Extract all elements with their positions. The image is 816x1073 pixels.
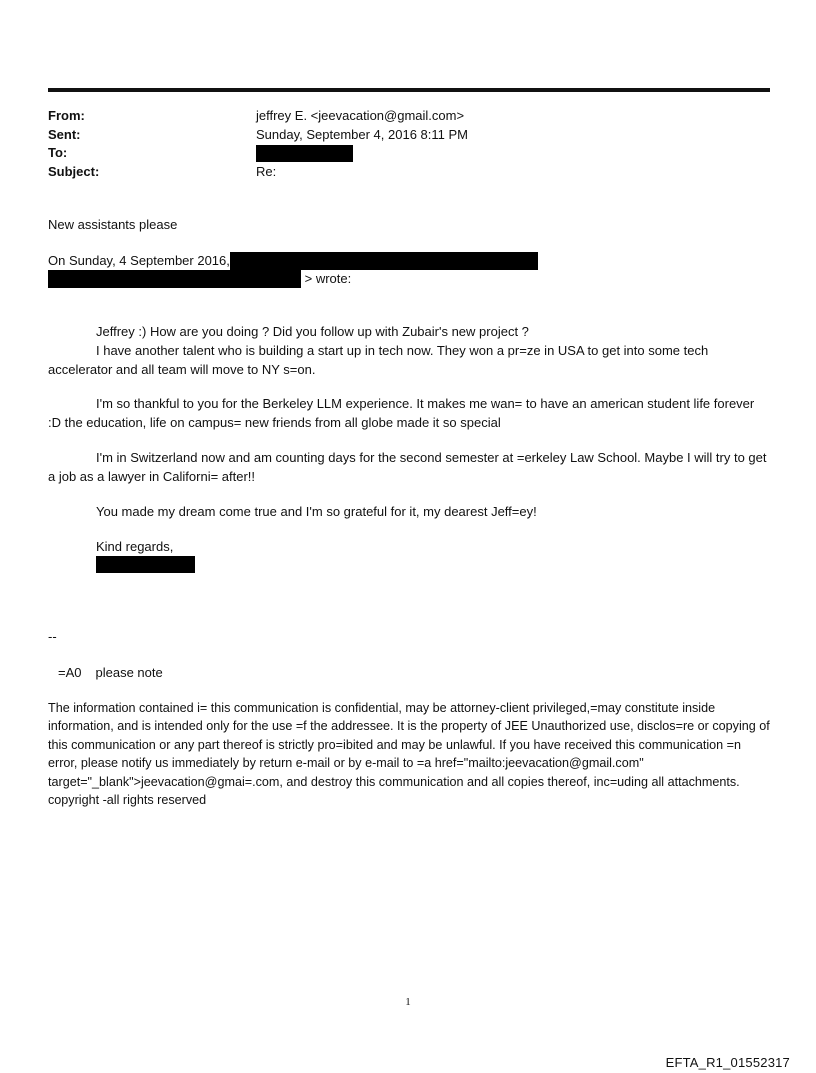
subject-label: Subject: xyxy=(48,163,100,179)
header-rule xyxy=(48,88,770,92)
from-row xyxy=(48,107,770,126)
signature-redaction xyxy=(96,556,195,573)
page-number: 1 xyxy=(405,996,411,1008)
please-note: please note xyxy=(95,665,163,680)
sent-value: Sunday, September 4, 2016 8:11 PM xyxy=(256,126,468,142)
signature-separator: -- xyxy=(48,629,57,644)
quoted-paragraph: Jeffrey :) How are you doing ? Did you follow up with Zubair's new project ? xyxy=(96,324,529,339)
please-note-line xyxy=(58,664,780,683)
quote-intro: On Sunday, 4 September 2016, xyxy=(48,253,230,268)
document-id: EFTA_R1_01552317 xyxy=(665,1055,790,1070)
legal-notice: The information contained i= this communication is confidential, may be attorney-client privileged,=may constitute inside information, and is intended only for the use =f the addressee. It is the property of JEE Unauthorized use, disclos=re or copying of this communication or any part thereof is strictly pro=ibited and may be unlawful. If you have received this communication =n error, please notify us immediately by return e-mail or by e-mail to =a href="mailto:jeevacation@gmail.com" target="_blank">jeevacation@gmai=.com, and destroy this communication and all copies thereof, inc=uding all attachments. copyright -all rights reserved xyxy=(48,701,770,808)
quoted-paragraph: I have another talent who is building a start up in tech now. They won a pr=ze in USA to get into some tech accelerator and all team will move to NY s=on. xyxy=(48,343,709,377)
quoted-paragraph: I'm in Switzerland now and am counting days for the second semester at =erkeley Law School. Maybe I will try to get a job as a lawyer in Californi= after!! xyxy=(48,450,767,484)
sent-row xyxy=(48,126,770,145)
subject-value: Re: xyxy=(256,163,277,179)
from-value: jeffrey E. <jeevacation@gmail.com> xyxy=(256,108,465,123)
sender-redaction xyxy=(230,252,538,270)
quote-intro-line xyxy=(48,252,770,271)
quote-wrote-line xyxy=(48,270,770,289)
to-row xyxy=(48,144,770,163)
subject-row xyxy=(48,163,770,182)
sent-label: Sent: xyxy=(48,126,81,142)
to-label: To: xyxy=(48,145,68,160)
please-note-code: =A0 xyxy=(58,665,82,680)
quoted-paragraph: You made my dream come true and I'm so grateful for it, my dearest Jeff=ey! xyxy=(96,504,537,519)
quote-wrote: > wrote: xyxy=(304,271,352,286)
recipient-redaction xyxy=(256,145,353,162)
reply-line: New assistants please xyxy=(48,217,178,232)
sender-email-redaction xyxy=(48,270,301,288)
email-header xyxy=(48,107,770,181)
quoted-paragraph: I'm so thankful to you for the Berkeley LLM experience. It makes me wan= to have an american student life forever :D the education, life on campus= new friends from all globe made it so special xyxy=(48,396,755,430)
from-label: From: xyxy=(48,108,85,123)
closing: Kind regards, xyxy=(96,539,174,554)
